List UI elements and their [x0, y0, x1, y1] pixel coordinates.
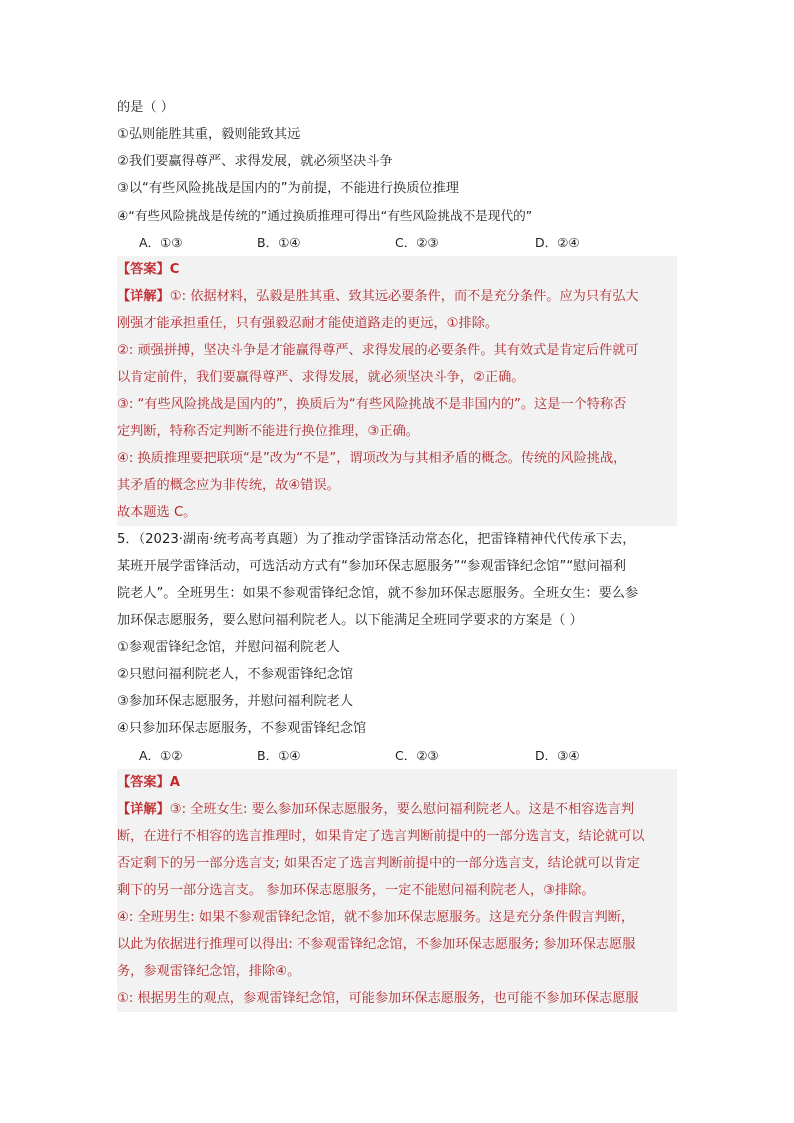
q5-detail-tag: 【详解】 [117, 802, 170, 817]
q5-option-c: C．②③ [395, 748, 439, 763]
q5-option-a: A．①② [139, 748, 183, 763]
q5-answer-line [117, 769, 677, 796]
q5-detail-line-2: 断，在进行不相容的选言推理时，如果肯定了选言判断前提中的一部分选言支，结论就可以 [117, 829, 645, 844]
q5-stem-line-4: 加环保志愿服务，要么慰问福利院老人。以下能满足全班同学要求的方案是（ ） [117, 613, 583, 628]
q5-detail-line-8: ①: 根据男生的观点，参观雷锋纪念馆，可能参加环保志愿服务，也可能不参加环保志愿服 [117, 991, 639, 1006]
q5-item-3: ③参加环保志愿服务，并慰问福利院老人 [117, 694, 354, 709]
q4-conclusion: 故本题选 C。 [117, 505, 197, 520]
q5-options [117, 742, 677, 769]
q4-detail-line-3: ②: 顽强拼搏，坚决斗争是才能赢得尊严、求得发展的必要条件。其有效式是肯定后件就可 [117, 343, 639, 358]
q4-answer-tag: 【答案】 [117, 262, 170, 277]
q5-stem-line-1: 5．（2023·湖南·统考高考真题）为了推动学雷锋活动常态化，把雷锋精神代代传承下去， [117, 532, 636, 547]
q5-item-2: ②只慰问福利院老人，不参观雷锋纪念馆 [117, 667, 354, 682]
q4-detail-line-8: 其矛盾的概念应为非传统，故④错误。 [117, 478, 340, 493]
q4-stem-tail: 的是（ ） [117, 100, 174, 115]
q5-detail-line-7: 务，参观雷锋纪念馆，排除④。 [117, 964, 301, 979]
q5-option-d: D．③④ [535, 748, 580, 763]
q4-item-1: ①弘则能胜其重，毅则能致其远 [117, 127, 301, 142]
q4-option-a: A．①③ [139, 235, 183, 250]
q4-option-c: C．②③ [395, 235, 439, 250]
q4-detail-line-1: 【详解】①: 依据材料，弘毅是胜其重、致其远必要条件，而不是充分条件。应为只有弘大 [117, 289, 639, 304]
q4-detail-line-5: ③: “有些风险挑战是国内的”，换质后为“有些风险挑战不是非国内的”。这是一个特称否 [117, 397, 627, 412]
q4-detail-line-7: ④: 换质推理要把联项“是”改为“不是”，谓项改为与其相矛盾的概念。传统的风险挑战， [117, 451, 627, 466]
q5-answer-tag: 【答案】 [117, 775, 170, 790]
q4-item-2: ②我们要赢得尊严、求得发展，就必须坚决斗争 [117, 154, 393, 169]
q5-solution-block [117, 769, 677, 1012]
q4-detail-line-4: 以肯定前件，我们要赢得尊严、求得发展，就必须坚决斗争，②正确。 [117, 370, 525, 385]
q5-stem-line-3: 院老人”。全班男生：如果不参观雷锋纪念馆，就不参加环保志愿服务。全班女生：要么参 [117, 586, 639, 601]
q5-detail-line-4: 剩下的另一部分选言支。 参加环保志愿服务，一定不能慰问福利院老人，③排除。 [117, 883, 595, 898]
document-page [117, 94, 677, 1012]
q4-option-d: D．②④ [535, 235, 580, 250]
q4-answer-line [117, 256, 677, 283]
q4-options [117, 229, 677, 256]
q4-item-4: ④“有些风险挑战是传统的”通过换质推理可得出“有些风险挑战不是现代的” [117, 208, 533, 223]
q4-detail-line-2: 刚强才能承担重任，只有强毅忍耐才能使道路走的更远，①排除。 [117, 316, 499, 331]
q5-detail-line-6: 以此为依据进行推理可以得出: 不参观雷锋纪念馆，不参加环保志愿服务; 参加环保志愿服 [117, 937, 636, 952]
q4-option-b: B．①④ [257, 235, 301, 250]
q5-detail-line-1: 【详解】③: 全班女生: 要么参加环保志愿服务，要么慰问福利院老人。这是不相容选言判 [117, 802, 635, 817]
q4-item-3: ③以“有些风险挑战是国内的”为前提，不能进行换质位推理 [117, 181, 459, 196]
q4-answer-value: C [169, 262, 180, 277]
q5-item-4: ④只参加环保志愿服务，不参观雷锋纪念馆 [117, 721, 367, 736]
q4-detail-tag: 【详解】 [117, 289, 170, 304]
q5-detail-line-5: ④: 全班男生: 如果不参观雷锋纪念馆，就不参加环保志愿服务。这是充分条件假言判断， [117, 910, 635, 925]
q4-solution-block [117, 256, 677, 526]
q5-detail-line-3: 否定剩下的另一部分选言支; 如果否定了选言判断前提中的一部分选言支，结论就可以肯定 [117, 856, 640, 871]
q4-detail-line-6: 定判断，特称否定判断不能进行换位推理，③正确。 [117, 424, 419, 439]
q5-answer-value: A [169, 775, 180, 790]
q5-item-1: ①参观雷锋纪念馆，并慰问福利院老人 [117, 640, 340, 655]
q5-option-b: B．①④ [257, 748, 301, 763]
q5-stem-line-2: 某班开展学雷锋活动，可选活动方式有“参加环保志愿服务”“参观雷锋纪念馆”“慰问福利 [117, 559, 626, 574]
